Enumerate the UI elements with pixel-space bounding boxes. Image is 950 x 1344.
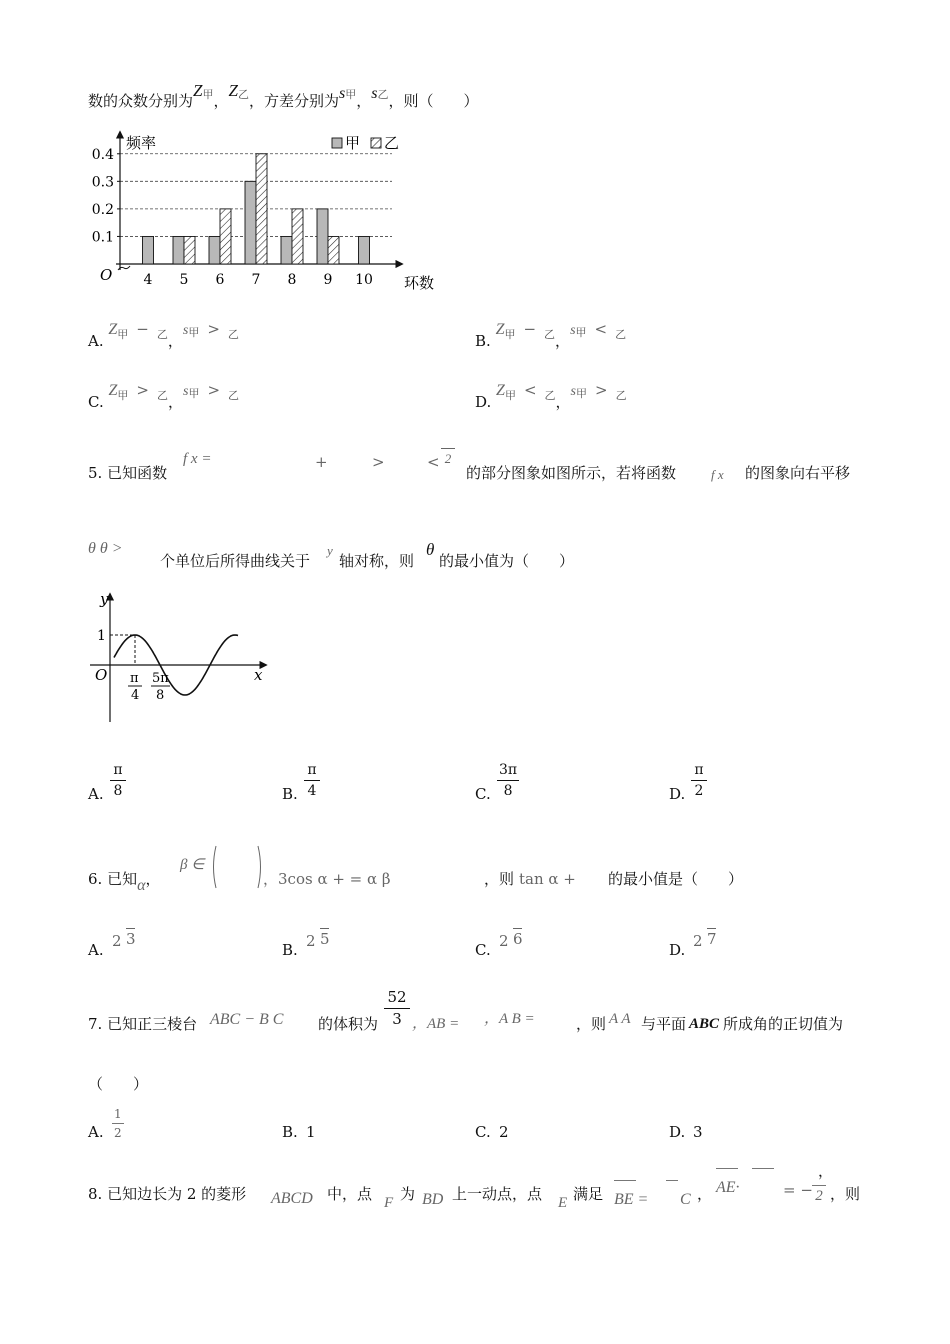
fraction-numerator: π (307, 762, 317, 778)
q4-yi-sub-2: 乙 (377, 88, 389, 101)
x-axis-label: 环数 (404, 274, 435, 292)
q7-vol-num: 52 (387, 988, 407, 1006)
q6-text-2: ，则 (484, 870, 515, 888)
q4-option-A (88, 320, 239, 350)
q7-option-value: 3 (693, 1123, 703, 1141)
q4-option-C (88, 381, 240, 411)
q6-option-coef: 2 (499, 932, 509, 950)
q6-option-label-C: C. (475, 941, 491, 959)
sqrt-bar (320, 928, 329, 929)
q6-comma: ， (145, 870, 161, 888)
legend-swatch-yi (371, 138, 381, 148)
option-jia-sub-2: 甲 (575, 387, 587, 400)
q7-text-4: 与平面 (641, 1015, 687, 1033)
fraction-numerator: 1 (114, 1107, 122, 1121)
q4-comma-3: ， (356, 92, 372, 110)
option-s: s (182, 323, 189, 338)
q8-vector-arrow-af (752, 1168, 774, 1169)
q7-option-value: 1 (306, 1123, 316, 1141)
frequency-bar-chart (80, 128, 460, 298)
option-yi-sub-2: 乙 (227, 328, 239, 341)
fraction-numerator: 3π (499, 762, 518, 778)
q8-den: 2 (815, 1188, 823, 1204)
option-z-relation: < (523, 381, 537, 399)
x-tick-label: 9 (323, 272, 333, 288)
q7-plane: ABC (689, 1016, 720, 1032)
q6-text-3: 的最小值是（ ） (608, 870, 744, 888)
q7-option-label-A: A. (88, 1123, 104, 1141)
q5-option-label-D: D. (669, 785, 686, 803)
q6-option-radicand: 5 (320, 930, 330, 948)
option-yi-sub: 乙 (156, 328, 168, 341)
q6-number: 6. (88, 870, 103, 888)
q6-tan: tan α + (519, 870, 576, 888)
bar-yi-8 (292, 209, 303, 264)
q8-e: E (558, 1195, 568, 1211)
q6-stem-start (88, 870, 161, 894)
q5-text-3: 的图象向右平移 (745, 464, 851, 482)
q4-text-3: ，则（ ） (388, 92, 479, 110)
q8-text-6: ，则 (830, 1185, 861, 1203)
option-comma: ， (555, 332, 571, 350)
q5-text-2: 的部分图象如图所示，若将函数 (466, 464, 677, 482)
q5-text-6: 的最小值为（ ） (439, 552, 575, 570)
q6-expression: ，3cos α + = α β (263, 870, 391, 888)
option-comma: ， (555, 393, 571, 411)
option-z: Z (496, 382, 505, 399)
q6-text-1: 已知 (107, 870, 138, 888)
q8-be: BE = (614, 1191, 649, 1208)
q7-aa: A A (609, 1011, 631, 1027)
sqrt-bar (707, 928, 716, 929)
option-comma: ， (167, 393, 183, 411)
q6-option-radicand: 7 (707, 930, 717, 948)
y-axis-label: 频率 (126, 134, 157, 152)
q8-text-3: 为 (400, 1185, 416, 1203)
function-graph (88, 590, 278, 730)
option-label: A. (88, 332, 109, 350)
q8-vector-arrow-be (614, 1180, 636, 1182)
fraction-denominator: 8 (503, 783, 513, 799)
q5-y: y (327, 543, 333, 558)
option-label: C. (88, 393, 109, 411)
q5-text-1: 已知函数 (107, 464, 168, 482)
q8-eq: = − (783, 1181, 813, 1199)
q6-option-label-D: D. (669, 941, 686, 959)
chart-origin: O (100, 266, 113, 284)
graph-pi4-den: 4 (131, 688, 140, 703)
q6-option-coef: 2 (306, 932, 316, 950)
q6-option-coef: 2 (112, 932, 122, 950)
q8-comma-top: ， (818, 1162, 834, 1180)
bar-yi-5 (184, 236, 195, 264)
graph-5pi8-den: 8 (156, 688, 165, 703)
x-tick-label: 5 (179, 272, 189, 288)
fraction-denominator: 2 (694, 783, 704, 799)
q6-alpha: α (137, 877, 146, 894)
y-tick-label: 0.4 (91, 146, 114, 163)
bar-jia-4 (143, 236, 154, 264)
option-s: s (570, 323, 576, 338)
bar-jia-7 (245, 181, 256, 264)
bar-jia-8 (281, 236, 292, 264)
x-tick-label: 4 (143, 272, 153, 288)
q5-pi-over-2 (441, 448, 455, 465)
x-tick-label: 6 (215, 272, 225, 288)
q7-ab: ，AB = (412, 1016, 460, 1032)
q8-text-1: 已知边长为 2 的菱形 (107, 1185, 247, 1203)
q5-pi-frac-den: 2 (444, 451, 452, 466)
q4-s-symbol-2: s (371, 85, 378, 102)
sqrt-bar (126, 928, 135, 929)
option-z: Z (108, 321, 118, 338)
q5-option-fraction (691, 763, 707, 798)
bar-jia-6 (209, 236, 220, 264)
q6-option-coef: 2 (693, 932, 703, 950)
option-s: s (182, 384, 189, 399)
q7-text-5: 所成角的正切值为 (723, 1015, 844, 1033)
q4-option-D (475, 381, 627, 411)
q7-option-label-D: D. (669, 1123, 686, 1141)
q4-comma: ， (213, 92, 229, 110)
q4-text-1: 数的众数分别为 (88, 92, 194, 110)
q8-vector-arrow-c (666, 1180, 678, 1182)
q5-theta-2: θ (426, 540, 435, 559)
q8-text-4: 上一动点，点 (452, 1185, 543, 1203)
q5-option-label-A: A. (88, 785, 104, 803)
option-label: D. (475, 393, 497, 411)
q4-text-2: 方差分别为 (263, 92, 339, 110)
option-z-relation: − (136, 320, 149, 338)
option-yi-sub: 乙 (544, 389, 556, 402)
q5-option-fraction (497, 763, 519, 798)
option-jia-sub-2: 甲 (575, 326, 587, 339)
q5-stem-line-1 (88, 466, 167, 481)
legend-label-jia: 甲 (345, 134, 361, 152)
q8-vector-arrow-ae (716, 1168, 738, 1169)
option-z-relation: > (136, 381, 149, 399)
q4-s-symbol: s (339, 85, 346, 102)
q5-plus: + (315, 453, 328, 471)
option-z: Z (495, 321, 505, 338)
option-s-relation: > (594, 381, 608, 399)
x-tick-label: 10 (355, 272, 373, 288)
q7-option-fraction (112, 1108, 124, 1139)
bar-yi-6 (220, 209, 231, 264)
bar-jia-5 (173, 236, 184, 264)
q4-jia-sub: 甲 (202, 88, 214, 101)
fraction-numerator: π (694, 762, 704, 778)
bar-jia-10 (359, 236, 370, 264)
q5-option-fraction (304, 763, 320, 798)
q7-stem-start (88, 1017, 197, 1032)
option-yi-sub: 乙 (544, 328, 556, 341)
q7-option-value: 2 (499, 1123, 509, 1141)
q5-option-fraction (110, 763, 126, 798)
q5-option-label-C: C. (475, 785, 491, 803)
option-comma: ， (167, 332, 183, 350)
q7-text-1: 已知正三棱台 (107, 1015, 198, 1033)
q6-option-radicand: 3 (126, 930, 136, 948)
q7-number: 7. (88, 1015, 103, 1033)
q4-yi-sub: 乙 (237, 88, 249, 101)
q8-f: F (384, 1195, 394, 1211)
graph-5pi8-num: 5π (152, 671, 169, 686)
q4-jia-sub-2: 甲 (345, 88, 357, 101)
graph-origin: O (95, 666, 108, 684)
q6-interval-brackets (210, 844, 264, 890)
q8-text-2: 中，点 (327, 1185, 373, 1203)
sqrt-bar (513, 928, 522, 929)
option-s-relation: > (207, 381, 221, 399)
fraction-denominator: 2 (114, 1126, 122, 1140)
q6-option-radicand: 6 (513, 930, 523, 948)
graph-y-label: y (100, 590, 109, 608)
q4-z-symbol-2: Z (228, 81, 238, 100)
option-jia-sub: 甲 (117, 389, 129, 402)
y-tick-label: 0.3 (91, 174, 114, 191)
q5-number: 5. (88, 464, 103, 482)
y-tick-label: 0.1 (91, 229, 114, 246)
q5-theta: θ θ > (88, 540, 123, 557)
y-tick-label: 0.2 (91, 201, 114, 218)
option-jia-sub-2: 甲 (188, 326, 200, 339)
q7-answer-paren: （ ） (88, 1075, 149, 1093)
q5-text-4: 个单位后所得曲线关于 (160, 552, 311, 570)
q5-gt: > (372, 453, 385, 471)
option-yi-sub-2: 乙 (228, 389, 240, 402)
q8-text-5: 满足 (573, 1185, 604, 1203)
q4-option-B (475, 320, 627, 350)
q8-number: 8. (88, 1185, 103, 1203)
q7-option-label-C: C. (475, 1123, 491, 1141)
option-z-relation: − (523, 320, 537, 338)
q5-fx: f x = (183, 451, 212, 467)
legend-swatch-jia (332, 138, 342, 148)
option-s-relation: < (594, 320, 608, 338)
option-jia-sub: 甲 (504, 389, 516, 402)
graph-one-label: 1 (97, 628, 106, 644)
q8-fraction (812, 1185, 826, 1204)
graph-x-label: x (254, 666, 263, 684)
option-z: Z (108, 382, 118, 399)
q8-c: C (680, 1191, 691, 1208)
q4-stem-line (88, 81, 479, 110)
fraction-numerator: π (113, 762, 123, 778)
bar-yi-9 (328, 236, 339, 264)
option-yi-sub-2: 乙 (615, 389, 627, 402)
option-jia-sub-2: 甲 (188, 387, 200, 400)
q7-text-3: ，则 (576, 1015, 607, 1033)
option-s: s (570, 384, 576, 399)
legend-label-yi: 乙 (384, 134, 400, 152)
q7-vol-den: 3 (392, 1010, 402, 1028)
q4-z-symbol: Z (193, 81, 203, 100)
q8-bd: BD (422, 1191, 444, 1208)
q8-comma: ， (697, 1185, 713, 1203)
bar-jia-9 (317, 209, 328, 264)
q8-stem-start (88, 1187, 246, 1202)
q8-abcd: ABCD (271, 1190, 313, 1207)
q7-ab1: ，A B = (484, 1011, 535, 1027)
option-jia-sub: 甲 (504, 328, 516, 341)
q7-option-label-B: B. (282, 1123, 298, 1141)
x-tick-label: 8 (287, 272, 297, 288)
q5-text-5: 轴对称，则 (339, 552, 415, 570)
q7-volume-fraction (384, 990, 410, 1027)
option-yi-sub: 乙 (156, 389, 168, 402)
q5-option-label-B: B. (282, 785, 298, 803)
option-yi-sub-2: 乙 (615, 328, 627, 341)
fraction-denominator: 8 (113, 783, 123, 799)
q6-option-label-B: B. (282, 941, 298, 959)
q5-lt: < (427, 453, 440, 471)
q7-abc: ABC − B C (210, 1011, 284, 1028)
fraction-denominator: 4 (307, 783, 317, 799)
option-jia-sub: 甲 (117, 328, 129, 341)
option-s-relation: > (207, 320, 220, 338)
q5-fx-2: f x (711, 467, 724, 482)
q6-option-label-A: A. (88, 941, 104, 959)
q8-ae: AE· (716, 1179, 740, 1196)
graph-pi4-num: π (130, 671, 139, 686)
q4-comma-2: ， (248, 92, 264, 110)
option-label: B. (475, 332, 496, 350)
q6-beta-in: β ∈ (180, 857, 205, 873)
bar-yi-7 (256, 154, 267, 264)
x-tick-label: 7 (251, 272, 261, 288)
q7-text-2: 的体积为 (318, 1015, 379, 1033)
